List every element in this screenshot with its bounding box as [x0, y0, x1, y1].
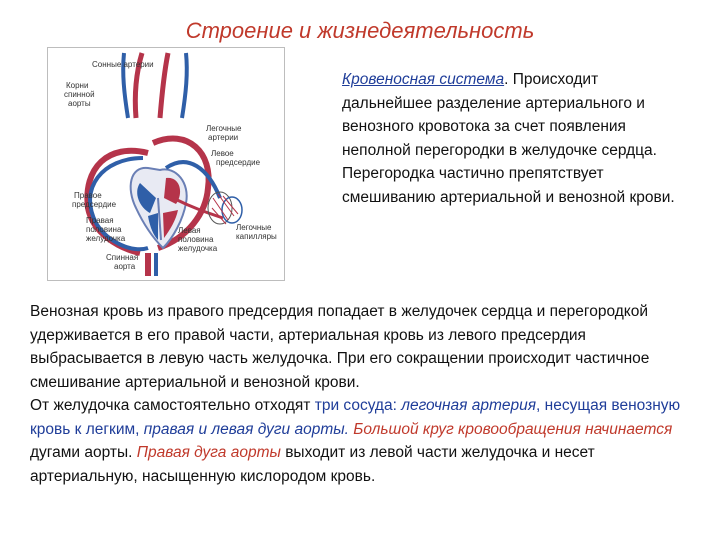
text-segment: От желудочка самостоятельно отходят — [30, 397, 315, 414]
blood-flow-paragraph-2 — [30, 394, 702, 488]
label-left-ventricle-3: желудочка — [178, 244, 218, 253]
right-carotid-artery — [160, 53, 168, 118]
label-aortic-roots-1: Корни — [66, 81, 89, 90]
systemic-circulation-term: Большой круг кровообращения начинается — [353, 420, 673, 438]
pulmonary-artery-term: легочная артерия — [401, 397, 537, 414]
label-left-atrium-1: Левое — [211, 149, 234, 158]
label-right-ventricle-2: половина — [86, 225, 122, 234]
label-right-ventricle-1: Правая — [86, 216, 114, 225]
label-lung-capillaries-1: Легочные — [236, 223, 272, 232]
page-title: Строение и жизнедеятельность — [185, 18, 535, 43]
label-left-ventricle-2: половина — [178, 235, 214, 244]
pulmonary-artery-description: , несущая венозную кровь к легким, — [30, 397, 681, 438]
label-dorsal-aorta-2: аорта — [114, 262, 136, 271]
label-dorsal-aorta-1: Спинная — [106, 253, 139, 262]
text-segment: дугами аорты. — [30, 444, 137, 461]
label-lung-capillaries-2: капилляры — [236, 232, 277, 241]
blood-flow-paragraph-1: Венозная кровь из правого предсердия попадает в желудочек сердца и перегородкой удерживается в его правой части, артериальная кровь из левого предсердия выбрасывается в левую часть желудочка. При его сокращении происходит частичное смешивание артериальной и венозной крови. — [30, 303, 650, 391]
label-pulmonary-arteries-2: артерии — [208, 133, 239, 142]
lung-capillaries — [208, 192, 242, 224]
aortic-arches-term: правая и левая дуги аорты. — [143, 420, 349, 438]
right-jugular-vein — [182, 53, 187, 118]
label-aortic-roots-2: спинной — [64, 90, 95, 99]
three-vessels-text: три сосуда: — [314, 397, 402, 414]
label-carotid-arteries: Сонные артерии — [92, 60, 154, 69]
label-right-ventricle-3: желудочка — [86, 234, 126, 243]
circulatory-system-description — [342, 68, 692, 209]
blood-flow-description — [30, 300, 702, 488]
label-aortic-roots-3: аорты — [68, 99, 91, 108]
label-pulmonary-arteries-1: Легочные — [206, 124, 242, 133]
label-left-ventricle-1: Левая — [178, 226, 201, 235]
text-segment: выходит из левой части желудочка и несет артериальную, насыщенную кислородом кровь. — [30, 444, 595, 485]
label-right-atrium-2: предсердие — [72, 200, 117, 209]
label-left-atrium-2: предсердие — [216, 158, 261, 167]
label-right-atrium-1: Правое — [74, 191, 102, 200]
right-aortic-arch-term: Правая дуга аорты — [136, 444, 281, 461]
circulatory-system-text: . Происходит дальнейшее разделение артериального и венозного кровотока за счет появления неполной перегородки в желудочке сердца. Перегородка частично препятствует смешиванию артериальной и венозной крови. — [342, 71, 675, 206]
circulatory-system-term: Кровеносная система — [342, 71, 505, 88]
circulatory-system-figure — [47, 47, 285, 281]
